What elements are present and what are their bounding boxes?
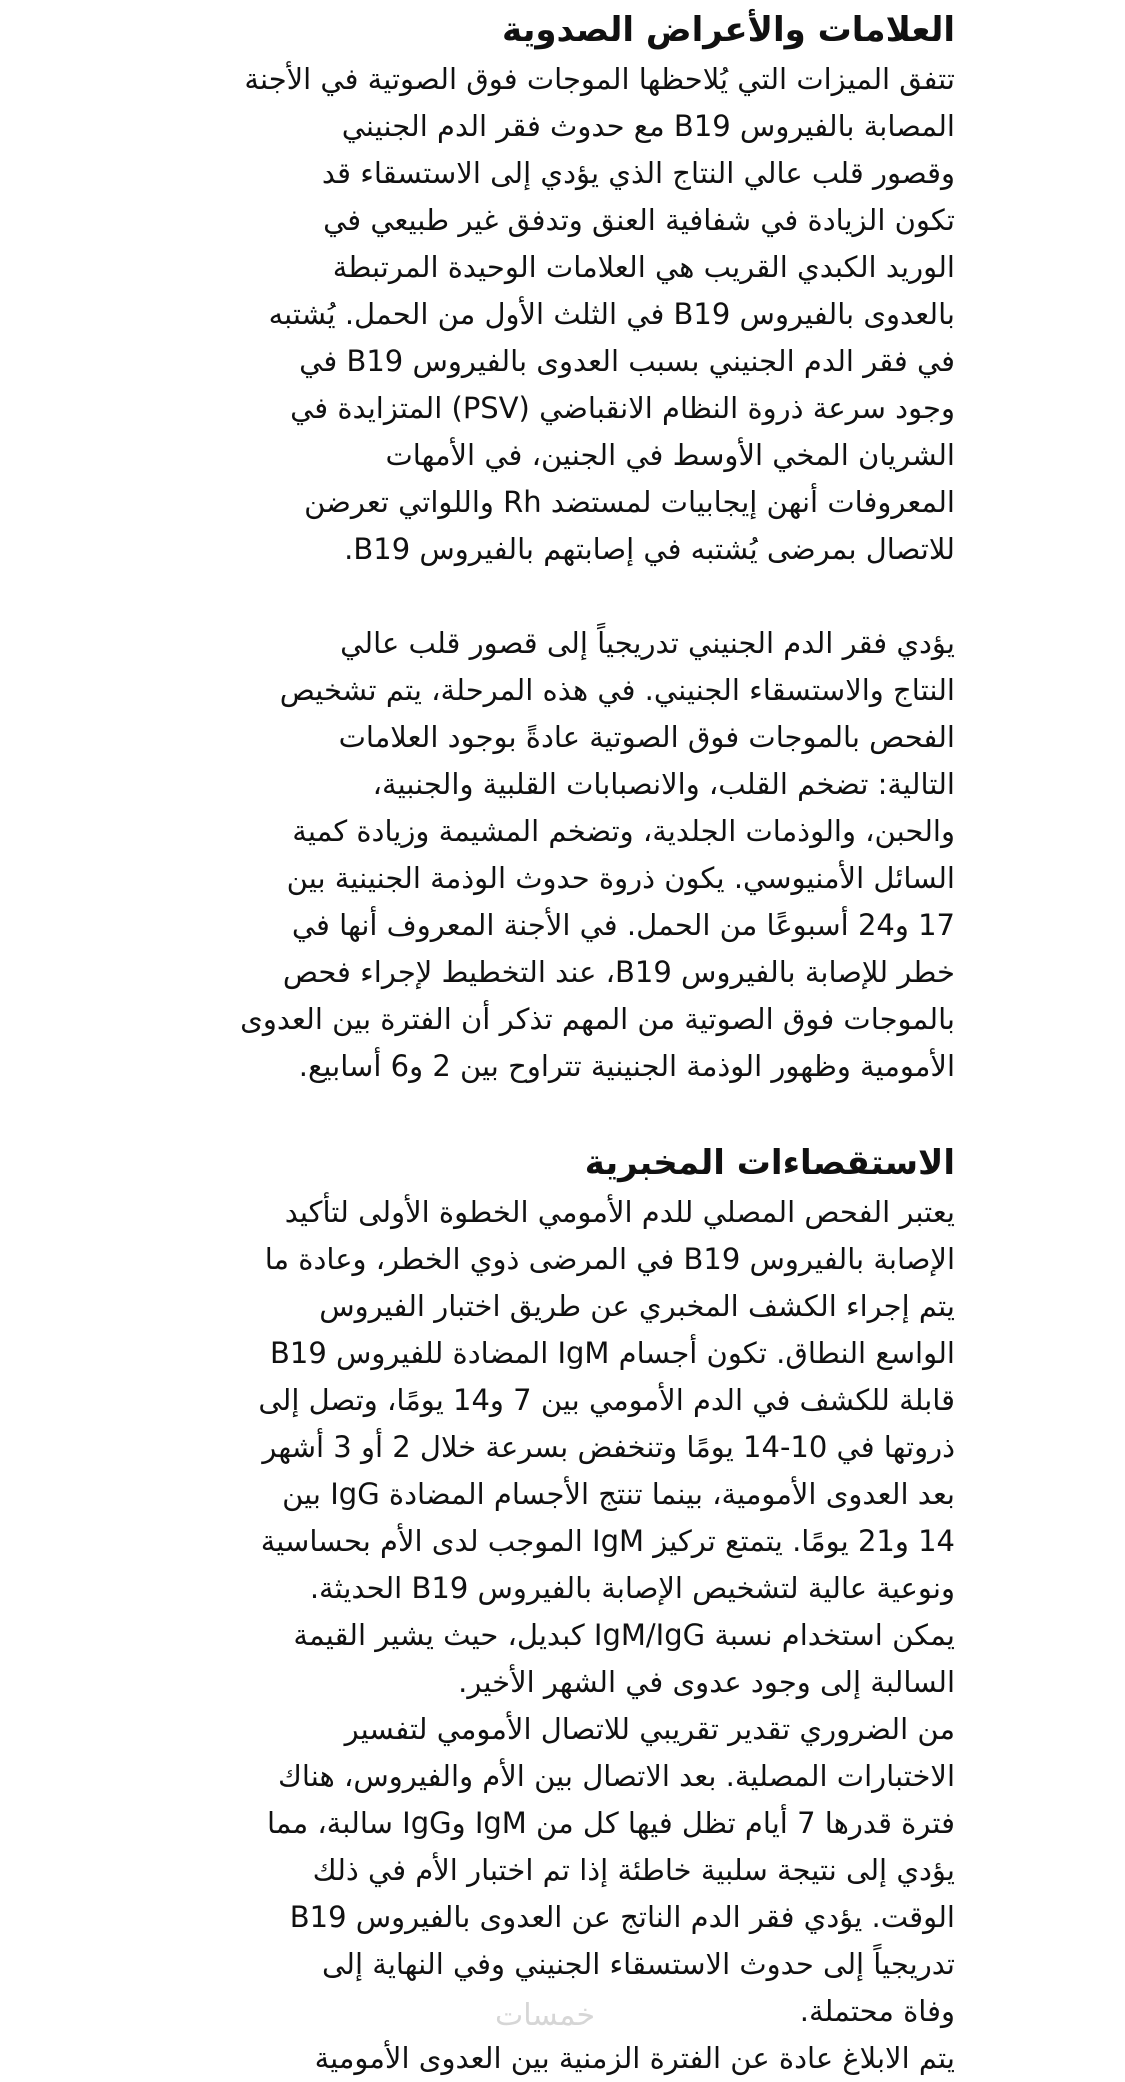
paragraph-1 xyxy=(155,56,955,573)
paragraph-gap xyxy=(155,573,955,620)
text-line: يمكن استخدام نسبة IgM/IgG كبديل، حيث يشير القيمة xyxy=(293,1618,955,1652)
text-line: تكون الزيادة في شفافية العنق وتدفق غير طبيعي في xyxy=(323,203,955,237)
section-heading-ultrasound-signs: العلامات والأعراض الصدوية xyxy=(501,10,955,50)
text-line: المصابة بالفيروس B19 مع حدوث فقر الدم الجنيني xyxy=(341,109,955,143)
text-line: قابلة للكشف في الدم الأمومي بين 7 و14 يومًا، وتصل إلى xyxy=(258,1383,955,1417)
text-line: يتم الابلاغ عادة عن الفترة الزمنية بين العدوى الأمومية xyxy=(314,2041,955,2075)
document-body xyxy=(155,4,955,2082)
text-line: من الضروري تقدير تقريبي للاتصال الأمومي لتفسير xyxy=(344,1712,955,1746)
text-line: في فقر الدم الجنيني بسبب العدوى بالفيروس B19 في xyxy=(299,344,955,378)
text-line: المعروفات أنهن إيجابيات لمستضد Rh واللواتي تعرضن xyxy=(304,485,955,519)
section-heading-lab-investigations: الاستقصاءات المخبرية xyxy=(584,1143,955,1183)
text-line: الواسع النطاق. تكون أجسام IgM المضادة للفيروس B19 xyxy=(270,1336,955,1370)
text-line: يؤدي فقر الدم الجنيني تدريجياً إلى قصور قلب عالي xyxy=(340,626,955,660)
text-line: التالية: تضخم القلب، والانصبابات القلبية والجنبية، xyxy=(372,767,955,801)
text-line: الشريان المخي الأوسط في الجنين، في الأمهات xyxy=(385,438,955,472)
text-line: يؤدي إلى نتيجة سلبية خاطئة إذا تم اختبار الأم في ذلك xyxy=(312,1853,955,1887)
text-line: تتفق الميزات التي يُلاحظها الموجات فوق الصوتية في الأجنة xyxy=(244,62,955,96)
text-line: الإصابة بالفيروس B19 في المرضى ذوي الخطر، وعادة ما xyxy=(264,1242,955,1276)
text-line: الأمومية وظهور الوذمة الجنينية تتراوح بين 2 و6 أسابيع. xyxy=(298,1049,955,1083)
text-line: الاختبارات المصلية. بعد الاتصال بين الأم والفيروس، هناك xyxy=(278,1759,955,1793)
text-line: وقصور قلب عالي النتاج الذي يؤدي إلى الاستسقاء قد xyxy=(321,156,955,190)
text-line: بالعدوى بالفيروس B19 في الثلث الأول من الحمل. يُشتبه xyxy=(268,297,955,331)
text-line: الوقت. يؤدي فقر الدم الناتج عن العدوى بالفيروس B19 xyxy=(289,1900,955,1934)
text-line: وجود سرعة ذروة النظام الانقباضي (PSV) المتزايدة في xyxy=(290,391,955,425)
text-line: السالبة إلى وجود عدوى في الشهر الأخير. xyxy=(458,1665,955,1699)
text-line: النتاج والاستسقاء الجنيني. في هذه المرحلة، يتم تشخيص xyxy=(279,673,955,707)
text-line: يعتبر الفحص المصلي للدم الأمومي الخطوة الأولى لتأكيد xyxy=(284,1195,955,1229)
text-line: 14 و21 يومًا. يتمتع تركيز IgM الموجب لدى الأم بحساسية xyxy=(260,1524,955,1558)
text-line: وفاة محتملة. xyxy=(799,1994,955,2028)
text-line: يتم إجراء الكشف المخبري عن طريق اختبار الفيروس xyxy=(319,1289,955,1323)
watermark-logo: خمسات xyxy=(495,1998,596,2033)
text-line: فترة قدرها 7 أيام تظل فيها كل من IgM وIgG سالبة، مما xyxy=(266,1806,955,1840)
text-line: تدريجياً إلى حدوث الاستسقاء الجنيني وفي النهاية إلى xyxy=(322,1947,955,1981)
text-line: السائل الأمنيوسي. يكون ذروة حدوث الوذمة الجنينية بين xyxy=(286,861,955,895)
text-line: ذروتها في 10-14 يومًا وتنخفض بسرعة خلال 2 أو 3 أشهر xyxy=(262,1430,955,1464)
text-line: الوريد الكبدي القريب هي العلامات الوحيدة المرتبطة xyxy=(332,250,955,284)
paragraph-gap xyxy=(155,1090,955,1137)
text-line: بالموجات فوق الصوتية من المهم تذكر أن الفترة بين العدوى xyxy=(240,1002,955,1036)
text-line: خطر للإصابة بالفيروس B19، عند التخطيط لإجراء فحص xyxy=(282,955,955,989)
text-line: الفحص بالموجات فوق الصوتية عادةً بوجود العلامات xyxy=(338,720,955,754)
text-line: للاتصال بمرضى يُشتبه في إصابتهم بالفيروس B19. xyxy=(344,532,955,566)
text-line: بعد العدوى الأمومية، بينما تنتج الأجسام المضادة IgG بين xyxy=(282,1477,955,1511)
paragraph-2 xyxy=(155,620,955,1090)
text-line: والحبن، والوذمات الجلدية، وتضخم المشيمة وزيادة كمية xyxy=(292,814,955,848)
paragraph-3 xyxy=(155,1189,955,2082)
text-line: ونوعية عالية لتشخيص الإصابة بالفيروس B19 الحديثة. xyxy=(309,1571,955,1605)
text-line: 17 و24 أسبوعًا من الحمل. في الأجنة المعروف أنها في xyxy=(291,908,955,942)
